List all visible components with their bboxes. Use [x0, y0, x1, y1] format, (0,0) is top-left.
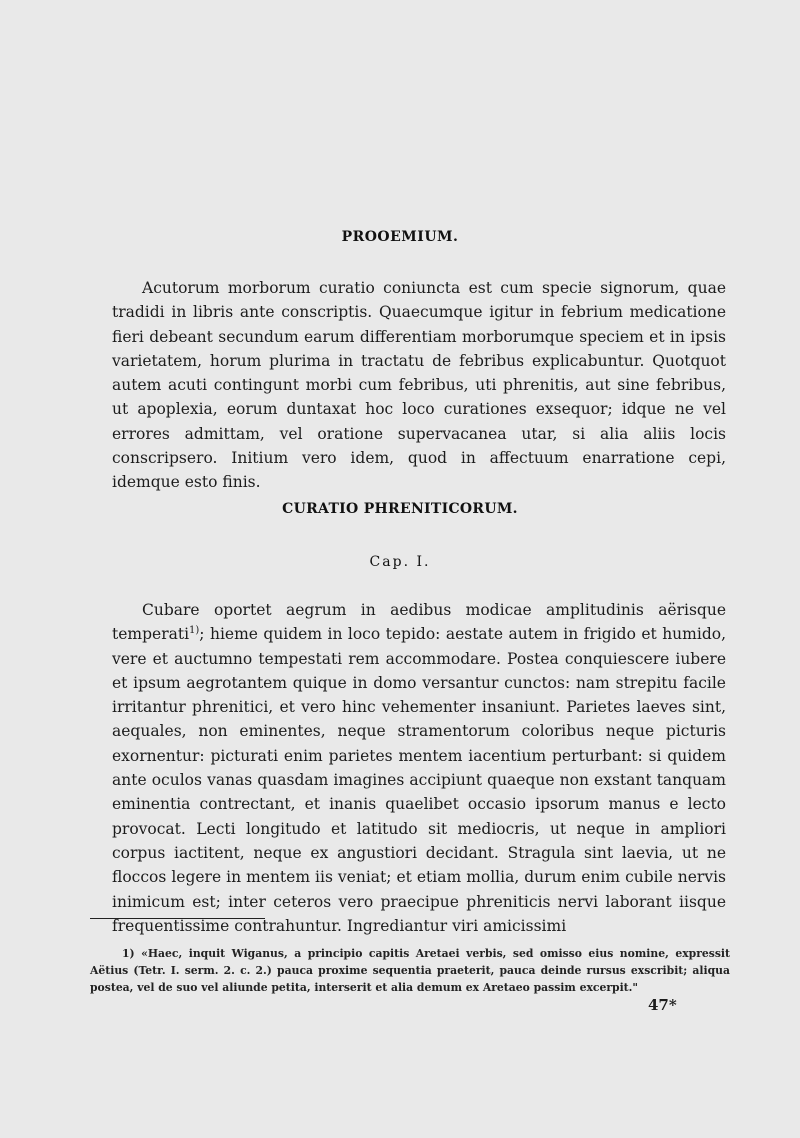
chapter-heading: Cap. I.: [369, 554, 431, 570]
page-number: 47*: [648, 996, 677, 1014]
footnote: 1) «Haec, inquit Wiganus, a principio capitis Aretaei verbis, sed omisso eius nomine, expressit Aëtius (Tetr. I. serm. 2. c. 2.) pauca proxime sequentia praeterit, pauca deinde rursus exscribit; aliqua postea, vel de suo vel aliunde petita, interserit et alia demum ex Aretaeo passim excerpit.": [90, 947, 730, 994]
curatio-text-rest: ; hieme quidem in loco tepido: aestate autem in frigido et humido, vere et auctumno tempestati rem accommodare. Postea conquiescere iubere et ipsum aegrotantem quique in domo versantur cunctos: nam strepitu facile irritantur phrenitici, et vero hinc vehementer insaniunt. Parietes laeves sint, aequales, non eminentes, neque stramentorum coloribus neque picturis exornentur: picturati enim parietes mentem iacentium perturbant: si quidem ante oculos vanas quasdam imagines accipiunt quaeque non exstant tanquam eminentia contrectant, et inanis quaelibet occasio ipsorum manus e lecto provocat. Lecti longitudo et latitudo sit mediocris, ut neque in ampliori corpus iactitent, neque ex angustiori decidant. Stragula sint laevia, ut ne floccos legere in mentem iis veniat; et etiam mollia, durum enim cubile nervis inimicum est; inter ceteros vero praecipue phreniticis nervi laborant iisque frequentissime contrahuntur. Ingrediantur viri amicissimi: [112, 625, 726, 935]
footnote-marker: 1): [189, 625, 200, 637]
prooemium-paragraph: Acutorum morborum curatio coniuncta est cum specie signorum, quae tradidi in libris ante conscriptis. Quaecumque igitur in febrium medicatione fieri debeant secundum earum differentiam morborumque speciem et in ipsis varietatem, horum plurima in tractatu de febribus explicabuntur. Quotquot autem acuti contingunt morbi cum febribus, uti phrenitis, aut sine febribus, ut apoplexia, eorum duntaxat hoc loco curationes exsequor; idque ne vel errores admittam, vel oratione supervacanea utar, si alia aliis locis conscripsero. Initium vero idem, quod in affectuum enarratione cepi, idemque esto finis.: [112, 279, 726, 492]
curatio-text-start: Cubare oportet aegrum in aedibus modicae amplitudinis aërisque temperati: [112, 601, 726, 644]
footnote-divider: [90, 918, 265, 919]
section-heading-curatio: CURATIO PHRENITICORUM.: [282, 501, 518, 517]
curatio-paragraph: [112, 598, 726, 938]
section-heading-prooemium: PROOEMIUM.: [341, 229, 459, 245]
